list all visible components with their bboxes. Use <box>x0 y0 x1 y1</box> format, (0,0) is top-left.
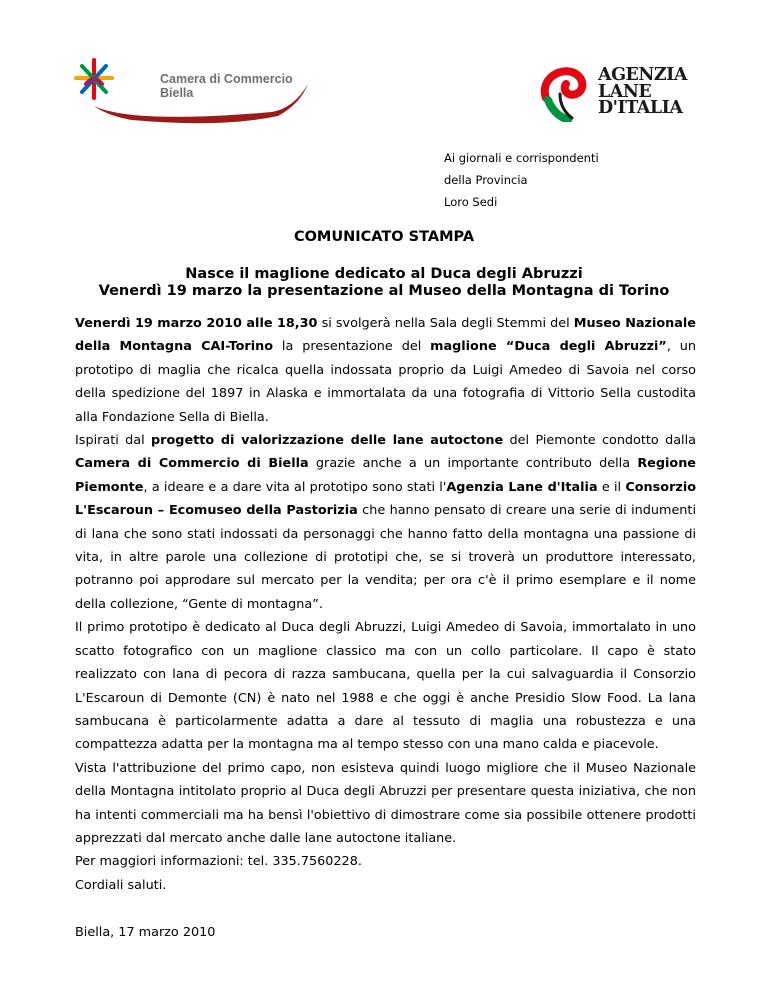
agenzia-lane-wordmark: AGENZIA LANE D'ITALIA <box>598 65 687 118</box>
press-release-title <box>0 266 768 300</box>
title-line: Venerdì 19 marzo la presentazione al Museo della Montagna di Torino <box>98 283 670 299</box>
bold-text: Consorzio L'Escaroun – Ecomuseo della Pastorizia <box>75 479 697 519</box>
text-run: , un prototipo di maglia che ricalca quella indossata proprio da Luigi Amedeo di Savoia nel corso della spedizione del 1897 in Alaska e immortalata da una fotografia di Vittorio Sella custodita alla Fondazione Sella di Biella. <box>75 339 696 425</box>
addressee-line: della Provincia <box>444 173 528 187</box>
bold-text: Camera di Commercio di Biella <box>75 456 309 472</box>
paragraph: Cordiali saluti. <box>75 877 167 893</box>
place-date-signature: Biella, 17 marzo 2010 <box>75 924 216 940</box>
bold-text: Regione Piemonte <box>75 456 696 495</box>
bold-text: Agenzia Lane d'Italia <box>446 479 598 495</box>
text-run: del Piemonte condotto dalla <box>503 433 697 449</box>
paragraph: Il primo prototipo è dedicato al Duca degli Abruzzi, Luigi Amedeo di Savoia, immortalato in uno scatto fotografico con un maglione classico ma con un collo particolare. Il capo è stato realizzato con lana di pecora di razza sambucana, quella per la cui salvaguardia il Consorzio L'Escaroun di Demonte (CN) è nato nel 1988 e che oggi è anche Presidio Slow Food. La lana sambucana è particolarmente adatta a dare al tessuto di maglia una robustezza e una compattezza adatta per la montagna ma al tempo stesso con una mano calda e piacevole. <box>75 620 696 753</box>
bold-text: Venerdì 19 marzo 2010 alle 18,30 <box>75 316 318 331</box>
press-release-heading: COMUNICATO STAMPA <box>293 229 475 245</box>
bold-text: progetto di valorizzazione delle lane autoctone <box>151 433 504 449</box>
addressee-line: Ai giornali e corrispondenti <box>444 151 599 165</box>
text-run: la presentazione del <box>273 339 431 355</box>
text-run: e il <box>597 479 626 495</box>
bold-text: Museo Nazionale della Montagna CAI-Torino <box>75 316 696 355</box>
text-run: si svolgerà nella Sala degli Stemmi del <box>317 316 574 331</box>
paragraph: Per maggiori informazioni: tel. 335.7560228. <box>75 854 362 870</box>
camera-commercio-wordmark: Camera di Commercio Biella <box>160 72 293 100</box>
text-run: grazie anche a un importante contributo della <box>308 456 638 472</box>
addressee-line: Loro Sedi <box>444 195 498 209</box>
addressee-block <box>444 147 599 213</box>
paragraph <box>75 312 696 429</box>
press-release-body <box>75 312 696 944</box>
text-run: , a ideare e a dare vita al prototipo sono stati l' <box>143 479 447 495</box>
paragraph: Vista l'attribuzione del primo capo, non esisteva quindi luogo migliore che il Museo Nazionale della Montagna intitolato proprio al Duca degli Abruzzi per presentare questa iniziativa, che non ha intenti commerciali ma ha bensì l'obiettivo di dimostrare come sia possibile ottenere prodotti apprezzati dal mercato anche dalle lane autoctone italiane. <box>75 760 696 846</box>
title-line: Nasce il maglione dedicato al Duca degli Abruzzi <box>185 266 583 282</box>
agenzia-lane-mark <box>538 64 602 122</box>
text-run: Ispirati dal <box>75 433 152 449</box>
text-run: che hanno pensato di creare una serie di indumenti di lana che sono stati indossati da personaggi che hanno fatto della montagna una passione di vita, in altre parole una collezione di prototipi che, se si troverà un produttore interessato, potranno poi approdare sul mercato per la vendita; per ora c'è il primo esemplare e il nome della collezione, “Gente di montagna”. <box>75 503 696 612</box>
bold-text: maglione “Duca degli Abruzzi” <box>430 339 667 355</box>
paragraph <box>75 429 696 616</box>
